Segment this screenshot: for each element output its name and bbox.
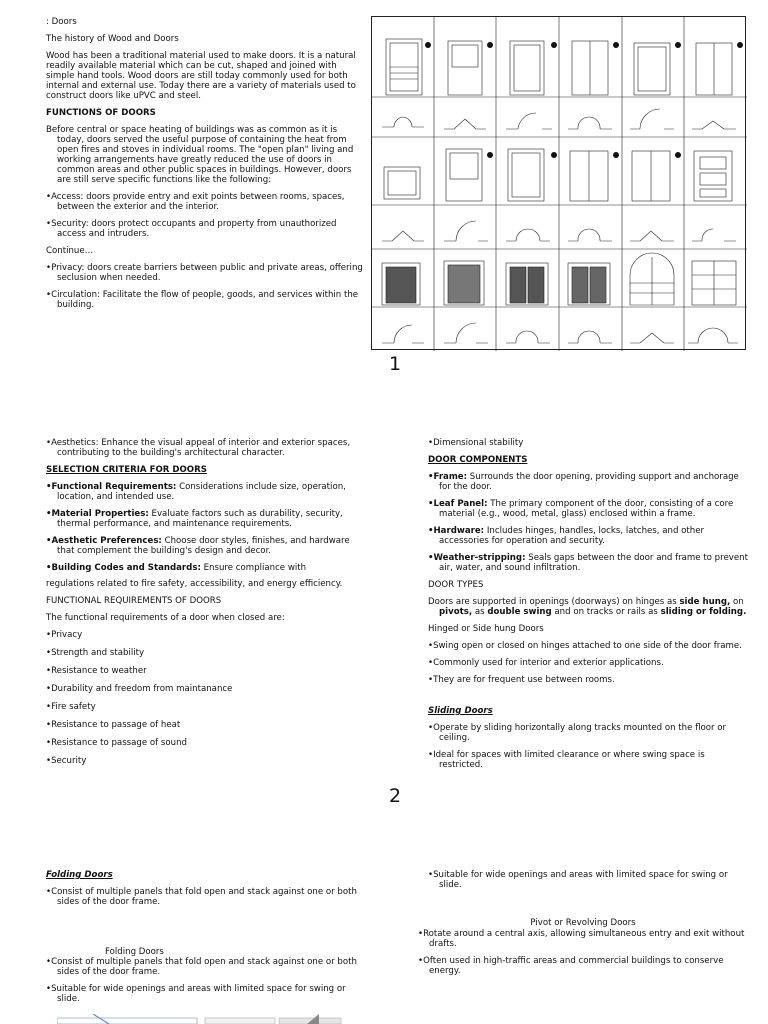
functional-label: •Functional Requirements: — [46, 482, 177, 492]
page2-right-column — [428, 438, 748, 777]
frame-item — [428, 472, 748, 492]
pivot-section — [418, 918, 748, 983]
circulation-bullet: •Circulation: Facilitate the flow of people, goods, and services within the building. — [46, 290, 359, 310]
types-side-hung: side hung, — [679, 597, 731, 607]
leaf-text: The primary component of the door, consisting of a core material (e.g., wood, metal, glass) enclosed within a frame. — [439, 499, 734, 519]
leaf-panel-item — [428, 499, 748, 519]
dimensional-stability-bullet: •Dimensional stability — [428, 438, 524, 448]
list-item: •Resistance to passage of sound — [46, 738, 187, 748]
leaf-label: •Leaf Panel: — [428, 499, 488, 509]
page3-right-column — [428, 870, 748, 897]
frame-text: Surrounds the door opening, providing support and anchorage for the door. — [439, 472, 739, 492]
functions-title: FUNCTIONS OF DOORS — [46, 108, 156, 118]
page-number-1: 1 — [389, 353, 402, 375]
privacy-bullet: •Privacy: doors create barriers between public and private areas, offering seclusion when needed. — [46, 263, 363, 283]
codes-label: •Building Codes and Standards: — [46, 563, 201, 573]
page2-left-column — [46, 438, 364, 774]
list-item: •Durability and freedom from maintanance — [46, 684, 233, 694]
history-title: The history of Wood and Doors — [46, 34, 179, 44]
codes-text-continued: regulations related to fire safety, accessibility, and energy efficiency. — [46, 579, 343, 589]
spacer — [428, 692, 748, 706]
folding-doors-svg — [57, 1014, 347, 1024]
folding-doors-caption: Folding Doors — [105, 947, 164, 957]
aesthetic-text: Choose door styles, finishes, and hardware that complement the building's design and decor. — [57, 536, 350, 556]
hinged-bullet-1: •Swing open or closed on hinges attached to one side of the door frame. — [428, 641, 742, 651]
list-item: •Privacy — [46, 630, 83, 640]
list-item: •Resistance to weather — [46, 666, 147, 676]
types-text-c: on — [730, 597, 744, 607]
functional-requirements-title: FUNCTIONAL REQUIREMENTS OF DOORS — [46, 596, 222, 606]
security-bullet: •Security: doors protect occupants and property from unauthorized access and intruders. — [46, 219, 337, 239]
types-sliding-folding: sliding or folding. — [660, 607, 747, 617]
page-number-2: 2 — [389, 785, 402, 807]
material-properties-item — [46, 509, 364, 529]
weather-label: •Weather-stripping: — [428, 553, 526, 563]
folding-doors-image — [57, 1014, 347, 1024]
pivot-doors-title: Pivot or Revolving Doors — [530, 918, 636, 928]
functional-text: Considerations include size, operation, location, and intended use. — [57, 482, 346, 502]
functional-requirements-intro: The functional requirements of a door when closed are: — [46, 613, 285, 623]
weather-stripping-item — [428, 553, 748, 573]
material-text: Evaluate factors such as durability, security, thermal performance, and maintenance requirements. — [57, 509, 343, 529]
door-types-title: DOOR TYPES — [428, 580, 484, 590]
types-text-a: Doors are supported in openings (doorways) on hinges as — [428, 597, 680, 607]
suitable-bullet: •Suitable for wide openings and areas with limited space for swing or slide. — [428, 870, 728, 890]
page3-left-column — [46, 870, 364, 1011]
aesthetic-label: •Aesthetic Preferences: — [46, 536, 162, 546]
sliding-bullet-1: •Operate by sliding horizontally along tracks mounted on the floor or ceiling. — [428, 723, 727, 743]
aesthetics-bullet: •Aesthetics: Enhance the visual appeal of interior and exterior spaces, contributing to the building's architectural character. — [46, 438, 351, 458]
continue-text: Continue… — [46, 246, 94, 256]
weather-text: Seals gaps between the door and frame to prevent air, water, and sound infiltration. — [439, 553, 748, 573]
folding-bullet-1: •Consist of multiple panels that fold open and stack against one or both sides of the door frame. — [46, 887, 357, 907]
requirements-list — [46, 630, 364, 766]
page1-text-column — [46, 17, 364, 317]
pivot-bullet-1: •Rotate around a central axis, allowing simultaneous entry and exit without drafts. — [418, 929, 745, 949]
material-label: •Material Properties: — [46, 509, 149, 519]
pivot-bullet-2: •Often used in high-traffic areas and commercial buildings to conserve energy. — [418, 956, 724, 976]
door-drawings-image — [371, 16, 746, 350]
sliding-doors-title: Sliding Doors — [428, 706, 493, 716]
functions-intro: Before central or space heating of buildings was as common as it is today, doors served the useful purpose of containing the heat from open fires and stoves in individual rooms. The "open plan" living and working arrangements have greatly reduced the use of doors in common areas and other public spaces in buildings. However, doors are still serve specific functions like the following: — [46, 125, 354, 185]
spacer — [46, 914, 364, 947]
types-double-swing: double swing — [487, 607, 552, 617]
frame-label: •Frame: — [428, 472, 468, 482]
types-text-e: as — [472, 607, 488, 617]
aesthetic-preferences-item — [46, 536, 364, 556]
hardware-label: •Hardware: — [428, 526, 485, 536]
selection-criteria-title: SELECTION CRITERIA FOR DOORS — [46, 465, 207, 475]
folding-bullet-3: •Suitable for wide openings and areas with limited space for swing or slide. — [46, 984, 346, 1004]
types-text-g: and on tracks or rails as — [551, 607, 661, 617]
door-types-paragraph — [428, 597, 748, 617]
hinged-bullet-3: •They are for frequent use between rooms. — [428, 675, 615, 685]
codes-text: Ensure compliance with — [200, 563, 307, 573]
history-paragraph: Wood has been a traditional material used to make doors. It is a natural readily available material which can be cut, shaped and joined with simple hand tools. Wood doors are still today commonly used for both internal and external use. Today there are a variety of materials used to construct doors like uPVC and steel. — [46, 51, 356, 101]
hinged-bullet-2: •Commonly used for interior and exterior applications. — [428, 658, 664, 668]
doc-heading: : Doors — [46, 17, 77, 27]
list-item: •Strength and stability — [46, 648, 145, 658]
hardware-item — [428, 526, 748, 546]
list-item: •Security — [46, 756, 87, 766]
list-item: •Fire safety — [46, 702, 96, 712]
folding-doors-title: Folding Doors — [46, 870, 113, 880]
list-item: •Resistance to passage of heat — [46, 720, 181, 730]
door-drawings-svg — [372, 17, 747, 351]
hinged-doors-title: Hinged or Side hung Doors — [428, 624, 544, 634]
folding-bullet-2: •Consist of multiple panels that fold open and stack against one or both sides of the door frame. — [46, 957, 357, 977]
hardware-text: Includes hinges, handles, locks, latches, and other accessories for operation and security. — [439, 526, 705, 546]
door-components-title: DOOR COMPONENTS — [428, 455, 528, 465]
sliding-bullet-2: •Ideal for spaces with limited clearance or where swing space is restricted. — [428, 750, 705, 770]
access-bullet: •Access: doors provide entry and exit points between rooms, spaces, between the exterior and the interior. — [46, 192, 345, 212]
types-pivots: pivots, — [439, 607, 473, 617]
building-codes-item — [46, 563, 364, 573]
functional-requirements-item — [46, 482, 364, 502]
